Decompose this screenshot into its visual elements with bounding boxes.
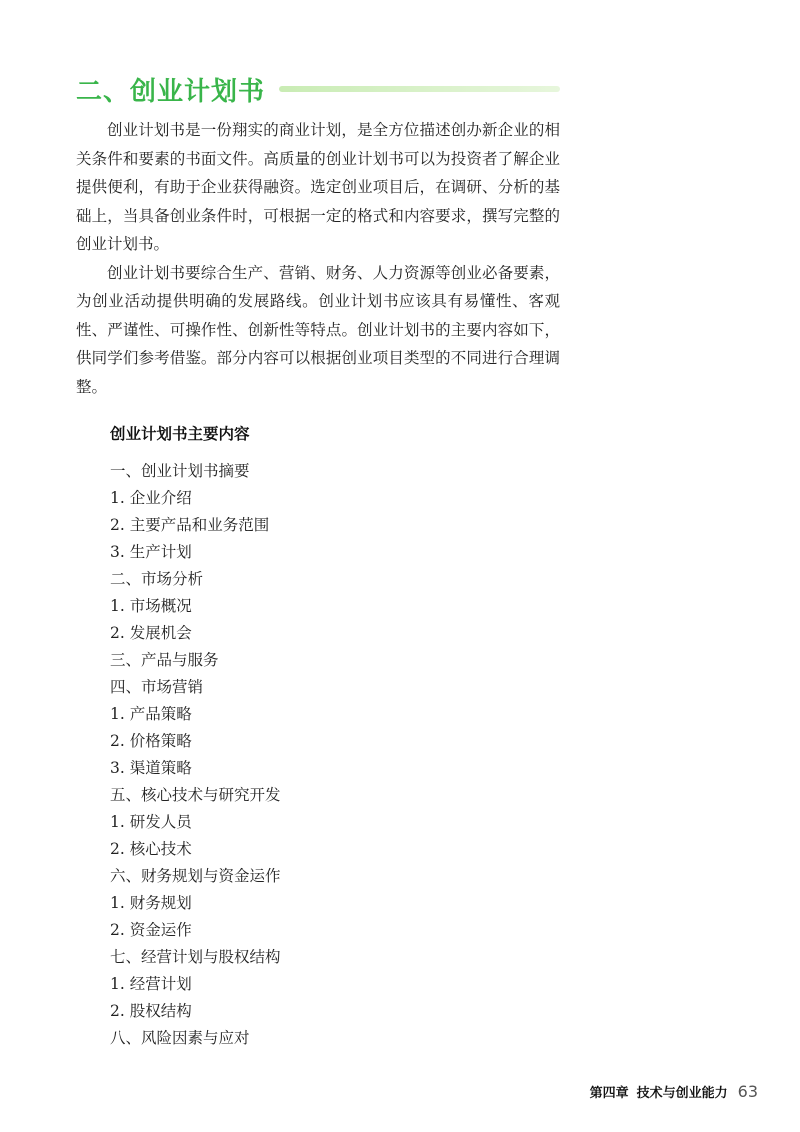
section-title: 二、创业计划书 [76, 76, 266, 107]
paragraph: 创业计划书要综合生产、营销、财务、人力资源等创业必备要素，为创业活动提供明确的发展路线。创业计划书应该具有易懂性、客观性、严谨性、可操作性、创新性等特点。创业计划书的主要内容如下，供同学们参考借鉴。部分内容可以根据创业项目类型的不同进行合理调整。 [76, 263, 560, 396]
body-text [76, 116, 560, 401]
list-item: 3. 渠道策略 [110, 759, 192, 777]
page-footer [590, 1082, 758, 1101]
list-item: 1. 经营计划 [110, 975, 192, 993]
list-item: 二、市场分析 [110, 570, 204, 588]
list-item: 1. 市场概况 [110, 597, 192, 615]
list-item: 3. 生产计划 [110, 543, 192, 561]
list-item: 2. 股权结构 [110, 1002, 192, 1020]
section-header [76, 68, 560, 110]
page-number: 63 [737, 1082, 758, 1101]
paragraph: 创业计划书是一份翔实的商业计划，是全方位描述创办新企业的相关条件和要素的书面文件。高质量的创业计划书可以为投资者了解企业提供便利，有助于企业获得融资。选定创业项目后，在调研、分析的基础上，当具备创业条件时，可根据一定的格式和内容要求，撰写完整的创业计划书。 [76, 121, 560, 253]
list-item: 六、财务规划与资金运作 [110, 867, 281, 885]
list-item: 八、风险因素与应对 [110, 1029, 250, 1047]
list-item: 2. 资金运作 [110, 921, 192, 939]
list-item: 三、产品与服务 [110, 651, 219, 669]
list-item: 2. 发展机会 [110, 624, 192, 642]
list-item: 2. 主要产品和业务范围 [110, 516, 270, 534]
list-item: 1. 研发人员 [110, 813, 192, 831]
contents-heading: 创业计划书主要内容 [110, 425, 250, 443]
footer-chapter: 第四章 [589, 1086, 629, 1101]
list-item: 2. 价格策略 [110, 732, 192, 750]
list-item: 1. 企业介绍 [110, 489, 192, 507]
list-item: 一、创业计划书摘要 [110, 462, 250, 480]
list-item: 2. 核心技术 [110, 840, 192, 858]
title-decorative-rule [279, 86, 560, 92]
list-item: 五、核心技术与研究开发 [110, 786, 281, 804]
list-item: 七、经营计划与股权结构 [110, 948, 281, 966]
contents-list [110, 458, 281, 1052]
list-item: 1. 产品策略 [110, 705, 192, 723]
list-item: 四、市场营销 [110, 678, 204, 696]
footer-topic: 技术与创业能力 [636, 1086, 728, 1101]
list-item: 1. 财务规划 [110, 894, 192, 912]
